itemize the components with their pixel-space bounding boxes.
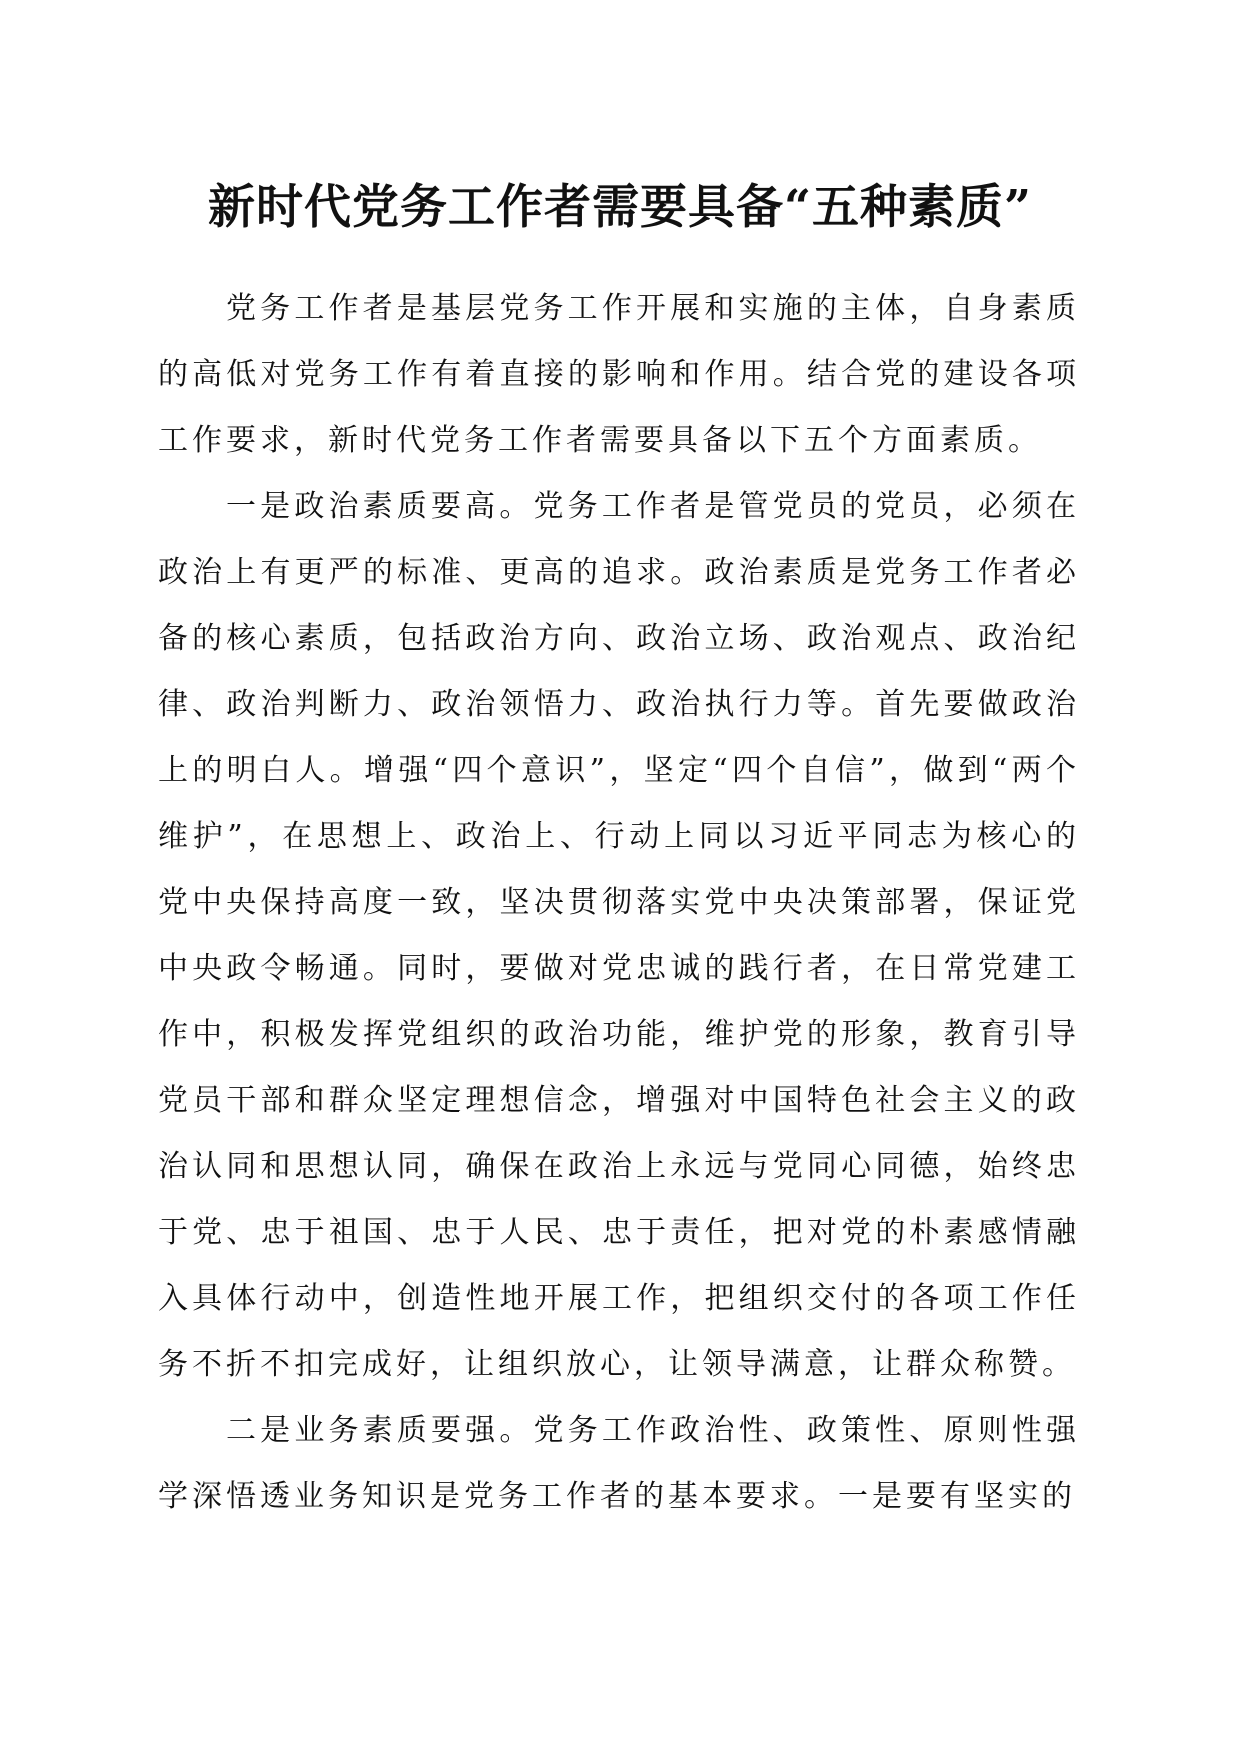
paragraph-intro: 党务工作者是基层党务工作开展和实施的主体，自身素质的高低对党务工作有着直接的影响和作用。结合党的建设各项工作要求，新时代党务工作者需要具备以下五个方面素质。: [158, 291, 1080, 458]
document-body: [158, 276, 1080, 1530]
document-title: 新时代党务工作者需要具备“五种素质”: [207, 180, 1033, 235]
paragraph-professional-quality: 二是业务素质要强。党务工作政治性、政策性、原则性强学深悟透业务知识是党务工作者的基本要求。一是要有坚实的: [158, 1413, 1080, 1514]
paragraph-political-quality: 一是政治素质要高。党务工作者是管党员的党员，必须在政治上有更严的标准、更高的追求。政治素质是党务工作者必备的核心素质，包括政治方向、政治立场、政治观点、政治纪律、政治判断力、政治领悟力、政治执行力等。首先要做政治上的明白人。增强“四个意识”，坚定“四个自信”，做到“两个维护”，在思想上、政治上、行动上同以习近平同志为核心的党中央保持高度一致，坚决贯彻落实党中央决策部署，保证党中央政令畅通。同时，要做对党忠诚的践行者，在日常党建工作中，积极发挥党组织的政治功能，维护党的形象，教育引导党员干部和群众坚定理想信念，增强对中国特色社会主义的政治认同和思想认同，确保在政治上永远与党同心同德，始终忠于党、忠于祖国、忠于人民、忠于责任，把对党的朴素感情融入具体行动中，创造性地开展工作，把组织交付的各项工作任务不折不扣完成好，让组织放心，让领导满意，让群众称赞。: [158, 489, 1080, 1382]
